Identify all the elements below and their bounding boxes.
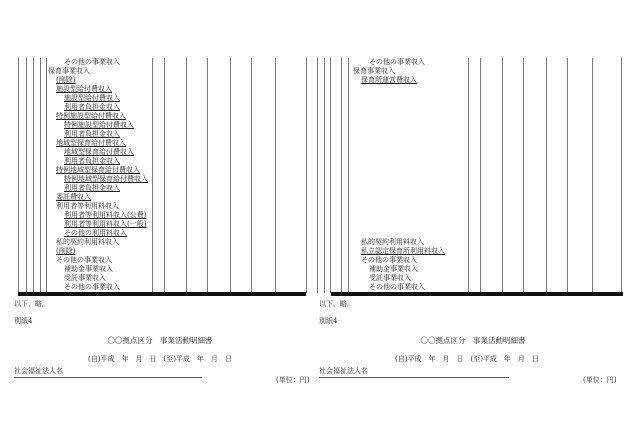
account-row: 利用者負担金収入 [64,130,120,138]
account-row: (削除) [56,76,76,84]
account-row: 特例施設型給付費収入 [56,112,126,120]
table-column-rule [621,58,622,293]
table-column-rule [207,58,208,293]
table-column-rule [341,58,342,293]
table-column-rule [164,58,165,293]
table-column-rule [306,58,307,293]
right-omission-note: 以下、略。 [319,300,354,308]
account-row: その他の事業収入 [64,58,120,66]
table-column-rule [592,58,593,293]
account-row: その他の事業収入 [369,58,425,66]
account-row: その他の事業収入 [56,256,112,264]
account-row: 特例施設型給付費収入 [64,121,134,129]
table-column-rule [251,58,252,293]
account-row: 施設型給付費収入 [56,85,112,93]
right-table-bottom-rule [331,292,623,296]
table-column-rule [324,58,325,293]
account-row: 補助金事業収入 [369,265,418,273]
account-row: 受託事業収入 [64,274,106,282]
account-row: 利用者負担金収入 [64,103,120,111]
left-unit-label: (単位：円) [276,376,310,384]
account-row: (削除) [56,247,76,255]
table-column-rule [468,58,469,293]
table-column-rule [567,58,568,293]
account-row: 施設型給付費収入 [64,94,120,102]
left-attachment-label: 別紙4 [14,317,33,325]
right-period-line: (自)平成 年 月 日 (至)平成 年 月 日 [395,355,539,363]
table-column-rule [348,58,349,293]
account-row: 保育事業収入 [353,67,395,75]
left-document-panel [0,0,312,441]
table-column-rule [546,58,547,293]
left-omission-note: 以下、略。 [14,300,49,308]
account-row: 利用者負担金収入 [64,157,120,165]
table-column-rule [502,58,503,293]
account-row: 補助金事業収入 [64,265,113,273]
account-row: その他の事業収入 [361,256,417,264]
table-column-rule [330,58,331,293]
right-corporation-name: 社会福祉法人名 [319,366,509,378]
account-row: 利用者等利用料収入(一般) [64,220,147,228]
account-row: 受託事業収入 [369,274,411,282]
account-row: 委託費収入 [56,193,91,201]
right-form-title: 〇〇拠点区分 事業活動明細書 [420,336,526,345]
left-corporation-name: 社会福祉法人名 [14,366,202,378]
table-column-rule [523,58,524,293]
account-row: 地域型保育給付費収入 [56,139,126,147]
account-row: 利用者等利用料収入 [56,202,119,210]
table-column-rule [230,58,231,293]
account-row: 私立認定保育所利用料収入 [361,247,445,255]
account-row: その他の利用料収入 [64,229,127,237]
table-column-rule [317,58,318,293]
left-table-bottom-rule [18,292,306,296]
table-column-rule [152,58,153,293]
account-row: 私的契約利用料収入 [361,238,424,246]
account-row: 特例地域型保育給付費収入 [56,166,140,174]
table-column-rule [26,58,27,293]
table-column-rule [40,58,41,293]
left-period-line: (自)平成 年 月 日 (至)平成 年 月 日 [88,355,232,363]
account-row: 特例地域型保育給付費収入 [64,175,148,183]
table-column-rule [480,58,481,293]
account-row: 利用者等利用料収入(公費) [64,211,147,219]
account-row: 保育所運営費収入 [361,76,417,84]
account-row: 保育事業収入 [48,67,90,75]
right-document-panel [313,0,630,441]
account-row: その他の事業収入 [369,283,425,291]
account-row: 私的契約利用料収入 [56,238,119,246]
left-form-title: 〇〇拠点区分 事業活動明細書 [107,336,213,345]
table-column-rule [186,58,187,293]
right-unit-label: (単位：円) [583,376,617,384]
table-column-rule [275,58,276,293]
account-row: その他の事業収入 [64,283,120,291]
table-column-rule [33,58,34,293]
account-row: 利用者負担金収入 [64,184,120,192]
table-column-rule [18,58,19,293]
account-row: 地域型保育給付費収入 [64,148,134,156]
right-attachment-label: 別紙4 [319,317,338,325]
table-column-rule [46,58,47,293]
